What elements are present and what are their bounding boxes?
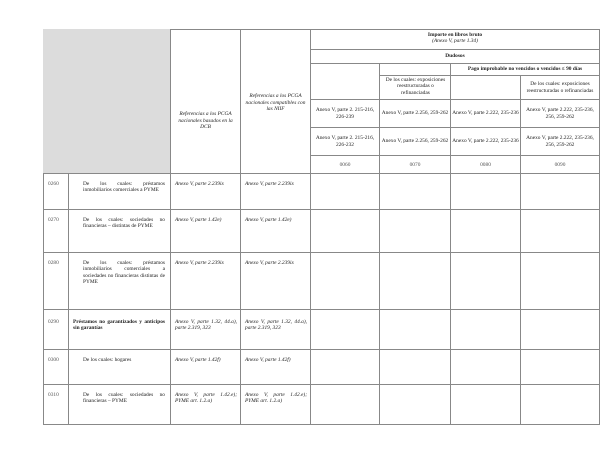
row-label: De los cuales: sociedades no financieras – PYME bbox=[69, 385, 171, 425]
row-ref-niif: Anexo V, parte 2.239ix bbox=[241, 174, 311, 210]
header-importe-cell bbox=[311, 29, 600, 50]
header-pago-improbable-cell bbox=[451, 64, 600, 76]
row-value-cell bbox=[380, 350, 451, 385]
row-value-cell bbox=[521, 210, 600, 253]
row-code: 0270 bbox=[43, 210, 69, 253]
header-importe-title: Importe en libros bruto bbox=[427, 32, 483, 38]
header-de-los-cuales-1: De los cuales: exposiciones reestructuradas o refinanciadas bbox=[385, 77, 446, 96]
row-label: De los cuales: préstamos inmobiliarios comerciales a PYME bbox=[69, 174, 171, 210]
header-ref-dcb-cell bbox=[171, 29, 241, 174]
row-value-cell bbox=[311, 174, 380, 210]
header-ref-niif-cell bbox=[241, 29, 311, 174]
row-ref-dcb: Anexo V, parte 1.32, 44.a), parte 2.319, 323 bbox=[171, 310, 241, 350]
row-value-cell bbox=[380, 253, 451, 310]
row-value-cell bbox=[521, 310, 600, 350]
row-label: De los cuales: hogares bbox=[69, 350, 171, 385]
row-value-cell bbox=[380, 210, 451, 253]
row-value-cell bbox=[521, 385, 600, 425]
col-code-0090: 0090 bbox=[521, 156, 600, 174]
row-value-cell bbox=[311, 350, 380, 385]
ref2-col0080: Anexo V, parte 2.222, 235-236 bbox=[451, 128, 521, 156]
row-value-cell bbox=[311, 385, 380, 425]
header-ref-niif: Referencias a los PCGA nacionales compatibles con las NIIF bbox=[245, 93, 306, 113]
ref2-col0090: Anexo V, parte 2.222, 235-236, 256, 259-262 bbox=[521, 128, 600, 156]
row-code: 0300 bbox=[43, 350, 69, 385]
row-value-cell bbox=[380, 310, 451, 350]
row-ref-niif: Anexo V, parte 2.239ix bbox=[241, 253, 311, 310]
row-ref-dcb: Anexo V, parte 2.239ix bbox=[171, 174, 241, 210]
header-pago-improbable: Pago improbable no vencidos o vencidos ≤ 90 días bbox=[467, 66, 583, 73]
row-ref-niif: Anexo V, parte 1.42e) bbox=[241, 210, 311, 253]
ref2-col0060: Anexo V, parte 2. 215-216, 226-232 bbox=[311, 128, 380, 156]
row-value-cell bbox=[380, 174, 451, 210]
row-code: 0290 bbox=[43, 310, 69, 350]
header-de-los-cuales-2: De los cuales: exposiciones reestructuradas o refinanciadas bbox=[526, 81, 594, 94]
header-dudosos-cell bbox=[311, 50, 600, 64]
row-label: De los cuales: sociedades no financieras – distintas de PYME bbox=[69, 210, 171, 253]
row-value-cell bbox=[451, 350, 521, 385]
ref1-col0090: Anexo V, parte 2.222, 235-236, 256, 259-262 bbox=[521, 100, 600, 128]
row-value-cell bbox=[380, 385, 451, 425]
row-value-cell bbox=[311, 310, 380, 350]
row-ref-dcb: Anexo V, parte 2.239ix bbox=[171, 253, 241, 310]
header-corner-cell bbox=[43, 29, 171, 174]
row-value-cell bbox=[451, 253, 521, 310]
row-code: 0310 bbox=[43, 385, 69, 425]
row-value-cell bbox=[521, 350, 600, 385]
ref2-col0070: Anexo V, parte 2.256, 259-262 bbox=[380, 128, 451, 156]
header-importe-ref: (Anexo V, parte 1.34) bbox=[432, 38, 478, 45]
row-value-cell bbox=[521, 253, 600, 310]
header-dudosos: Dudosos bbox=[445, 53, 465, 60]
col-code-0070: 0070 bbox=[380, 156, 451, 174]
row-value-cell bbox=[521, 174, 600, 210]
row-code: 0280 bbox=[43, 253, 69, 310]
header-blank-col0060 bbox=[311, 64, 380, 100]
row-ref-niif: Anexo V, parte 1.42.e); PYME art. 1.2.a) bbox=[241, 385, 311, 425]
row-value-cell bbox=[451, 174, 521, 210]
header-de-los-cuales-2-cell bbox=[521, 76, 600, 100]
row-value-cell bbox=[451, 210, 521, 253]
row-label: Préstamos no garantizados y anticipos sin garantías bbox=[69, 310, 171, 350]
ref1-col0080: Anexo V, parte 2.222, 235-236 bbox=[451, 100, 521, 128]
row-ref-niif: Anexo V, parte 1.32, 44.a), parte 2.319, 323 bbox=[241, 310, 311, 350]
header-ref-dcb: Referencias a los PCGA nacionales basados en la DCB bbox=[178, 111, 233, 131]
header-blank-col0080 bbox=[451, 76, 521, 100]
row-value-cell bbox=[311, 253, 380, 310]
row-value-cell bbox=[311, 210, 380, 253]
row-value-cell bbox=[451, 385, 521, 425]
row-ref-niif: Anexo V, parte 1.42f) bbox=[241, 350, 311, 385]
row-code: 0260 bbox=[43, 174, 69, 210]
row-label: De los cuales: préstamos inmobiliarios comerciales a sociedades no financieras distintas de PYME bbox=[69, 253, 171, 310]
row-ref-dcb: Anexo V, parte 1.42f) bbox=[171, 350, 241, 385]
row-ref-dcb: Anexo V, parte 1.42.e); PYME art. 1.2.a) bbox=[171, 385, 241, 425]
row-value-cell bbox=[451, 310, 521, 350]
col-code-0060: 0060 bbox=[311, 156, 380, 174]
header-col0070-top bbox=[380, 64, 451, 100]
row-ref-dcb: Anexo V, parte 1.42e) bbox=[171, 210, 241, 253]
ref1-col0060: Anexo V, parte 2. 215-216, 226-239 bbox=[311, 100, 380, 128]
ref1-col0070: Anexo V, parte 2.256, 259-262 bbox=[380, 100, 451, 128]
col-code-0080: 0080 bbox=[451, 156, 521, 174]
